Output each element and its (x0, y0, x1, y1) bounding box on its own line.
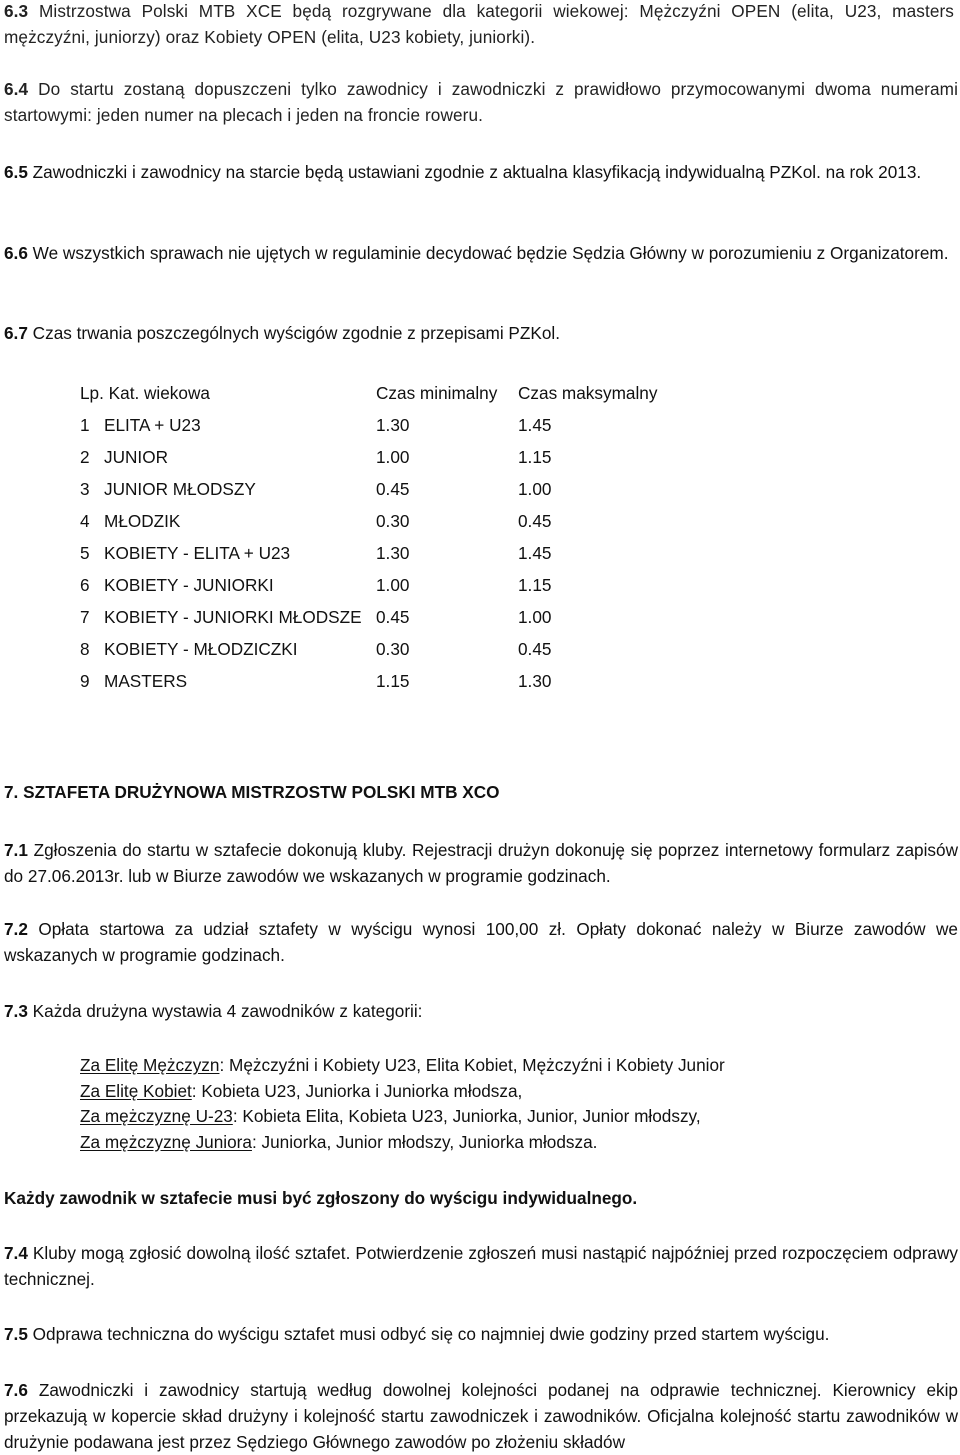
row-category: ELITA + U23 (104, 415, 201, 435)
paragraph-7-2 (4, 916, 958, 968)
row-min-time: 1.00 (376, 447, 410, 467)
row-max-time: 1.45 (518, 543, 552, 563)
paragraph-7-5 (4, 1321, 958, 1347)
paragraph-text: Czas trwania poszczególnych wyścigów zgodnie z przepisami PZKol. (27, 323, 560, 343)
team-label: Za mężczyznę Juniora (80, 1131, 252, 1152)
paragraph-number-suffix: 4 (18, 79, 29, 99)
paragraph-number: 6. (4, 79, 19, 99)
team-label: Za mężczyznę U-23 (80, 1106, 233, 1126)
row-category: JUNIOR (104, 447, 168, 467)
row-number: 8 (80, 639, 90, 659)
paragraph-number: 7.6 (4, 1380, 28, 1400)
paragraph-text: Opłata startowa za udział sztafety w wyścigu wynosi 100,00 zł. Opłaty dokonać należy w Biurze zawodów we wskazanych w programie godzinach. (4, 919, 958, 965)
header-min-time: Czas minimalny (376, 383, 498, 403)
row-min-time: 1.30 (376, 415, 410, 435)
row-category: KOBIETY - JUNIORKI (104, 575, 274, 595)
row-max-time: 0.45 (518, 511, 552, 531)
row-category: JUNIOR MŁODSZY (104, 479, 256, 499)
row-max-time: 1.15 (518, 575, 552, 595)
paragraph-6-6 (4, 240, 958, 266)
paragraph-7-4 (4, 1240, 958, 1292)
list-item (4, 1130, 958, 1156)
row-category: KOBIETY - JUNIORKI MŁODSZE (104, 607, 362, 627)
row-category: MASTERS (104, 671, 188, 691)
paragraph-6-7 (4, 320, 958, 346)
row-number: 6 (80, 575, 90, 595)
row-number: 2 (80, 447, 90, 467)
row-max-time: 1.00 (518, 607, 552, 627)
paragraph-text: Każda drużyna wystawia 4 zawodników z kategorii: (27, 1001, 423, 1021)
paragraph-6-4 (4, 76, 958, 128)
paragraph-number: 7.3 (4, 1001, 28, 1021)
paragraph-7-3 (4, 998, 958, 1024)
row-category: KOBIETY - ELITA + U23 (104, 543, 291, 563)
section-7-heading: 7. SZTAFETA DRUŻYNOWA MISTRZOSTW POLSKI MTB XCO (4, 782, 500, 802)
paragraph-text: Do startu zostaną dopuszczeni tylko zawodnicy i zawodniczki z prawidłowo przymocowanymi dwoma numerami startowymi: jeden numer na plecach i jeden na froncie roweru. (4, 79, 958, 125)
row-number: 5 (80, 543, 90, 563)
list-item (4, 1104, 958, 1130)
header-lp-category: Lp. Kat. wiekowa (80, 383, 210, 403)
row-max-time: 0.45 (518, 639, 552, 659)
paragraph-number: 7.2 (4, 919, 28, 939)
team-description: : Kobieta Elita, Kobieta U23, Juniorka, Junior, Junior młodszy, (232, 1106, 701, 1126)
row-category: MŁODZIK (104, 511, 181, 531)
row-number: 9 (80, 671, 90, 691)
row-max-time: 1.45 (518, 415, 552, 435)
paragraph-number: 7.1 (4, 840, 28, 860)
team-composition-list (4, 1053, 958, 1155)
row-max-time: 1.00 (518, 479, 552, 499)
team-description: : Mężczyźni i Kobiety U23, Elita Kobiet, Mężczyźni i Kobiety Junior (219, 1055, 725, 1075)
row-min-time: 0.30 (376, 639, 410, 659)
paragraph-text: Zawodniczki i zawodnicy na starcie będą ustawiani zgodnie z aktualna klasyfikacją indywidualną PZKol. na rok 2013. (27, 162, 922, 182)
row-min-time: 1.00 (376, 575, 410, 595)
row-max-time: 1.15 (518, 447, 552, 467)
row-min-time: 0.30 (376, 511, 410, 531)
paragraph-text: Zgłoszenia do startu w sztafecie dokonują kluby. Rejestracji drużyn dokonuję się poprzez internetowy formularz zapisów do 27.06.2013r. lub w Biurze zawodów we wskazanych w programie godzinach. (4, 840, 958, 886)
header-max-time: Czas maksymalny (518, 383, 658, 403)
team-label: Za Elitę Mężczyzn (80, 1055, 220, 1075)
row-min-time: 0.45 (376, 607, 410, 627)
team-description: : Juniorka, Junior młodszy, Juniorka młodsza. (251, 1131, 598, 1152)
row-number: 4 (80, 511, 90, 531)
paragraph-6-3 (4, 0, 954, 50)
paragraph-text: Kluby mogą zgłosić dowolną ilość sztafet. Potwierdzenie zgłoszeń musi nastąpić najpóźniej przed rozpoczęciem odprawy technicznej. (4, 1243, 958, 1289)
row-category: KOBIETY - MŁODZICZKI (104, 639, 298, 659)
list-item (4, 1053, 958, 1079)
row-number: 3 (80, 479, 90, 499)
row-number: 1 (80, 415, 90, 435)
paragraph-text: We wszystkich sprawach nie ujętych w regulaminie decydować będzie Sędzia Główny w porozumieniu z Organizatorem. (27, 243, 949, 263)
row-number: 7 (80, 607, 90, 627)
row-min-time: 1.15 (376, 671, 410, 691)
paragraph-text: Odprawa techniczna do wyścigu sztafet musi odbyć się co najmniej dwie godziny przed startem wyścigu. (27, 1324, 830, 1344)
paragraph-number: 6.6 (4, 243, 28, 263)
team-description: : Kobieta U23, Juniorka i Juniorka młodsza, (191, 1080, 523, 1101)
row-min-time: 1.30 (376, 543, 410, 563)
list-item (4, 1079, 958, 1105)
relay-registration-note: Każdy zawodnik w sztafecie musi być zgłoszony do wyścigu indywidualnego. (4, 1188, 638, 1208)
paragraph-number: 6.7 (4, 323, 28, 343)
row-min-time: 0.45 (376, 479, 410, 499)
paragraph-7-6 (4, 1377, 958, 1455)
paragraph-number: 7.4 (4, 1243, 28, 1263)
team-label: Za Elitę Kobiet (80, 1080, 192, 1101)
row-max-time: 1.30 (518, 671, 552, 691)
paragraph-number: 6.3 (4, 1, 29, 21)
paragraph-text: Mistrzostwa Polski MTB XCE będą rozgrywane dla kategorii wiekowej: Mężczyźni OPEN (elita, U23, masters mężczyźni, juniorzy) oraz Kobiety OPEN (elita, U23 kobiety, juniorki). (4, 1, 954, 47)
paragraph-6-5 (4, 159, 958, 185)
paragraph-number: 7.5 (4, 1324, 28, 1344)
paragraph-number: 6.5 (4, 162, 28, 182)
paragraph-text: Zawodniczki i zawodnicy startują według dowolnej kolejności podanej na odprawie technicznej. Kierownicy ekip przekazują w kopercie skład drużyny i kolejność startu zawodniczek i zawodników. Oficjalna kolejność startu zawodników w drużynie podawana jest przez Sędziego Głównego zawodów po złożeniu składów (4, 1380, 958, 1452)
paragraph-7-1 (4, 837, 958, 889)
